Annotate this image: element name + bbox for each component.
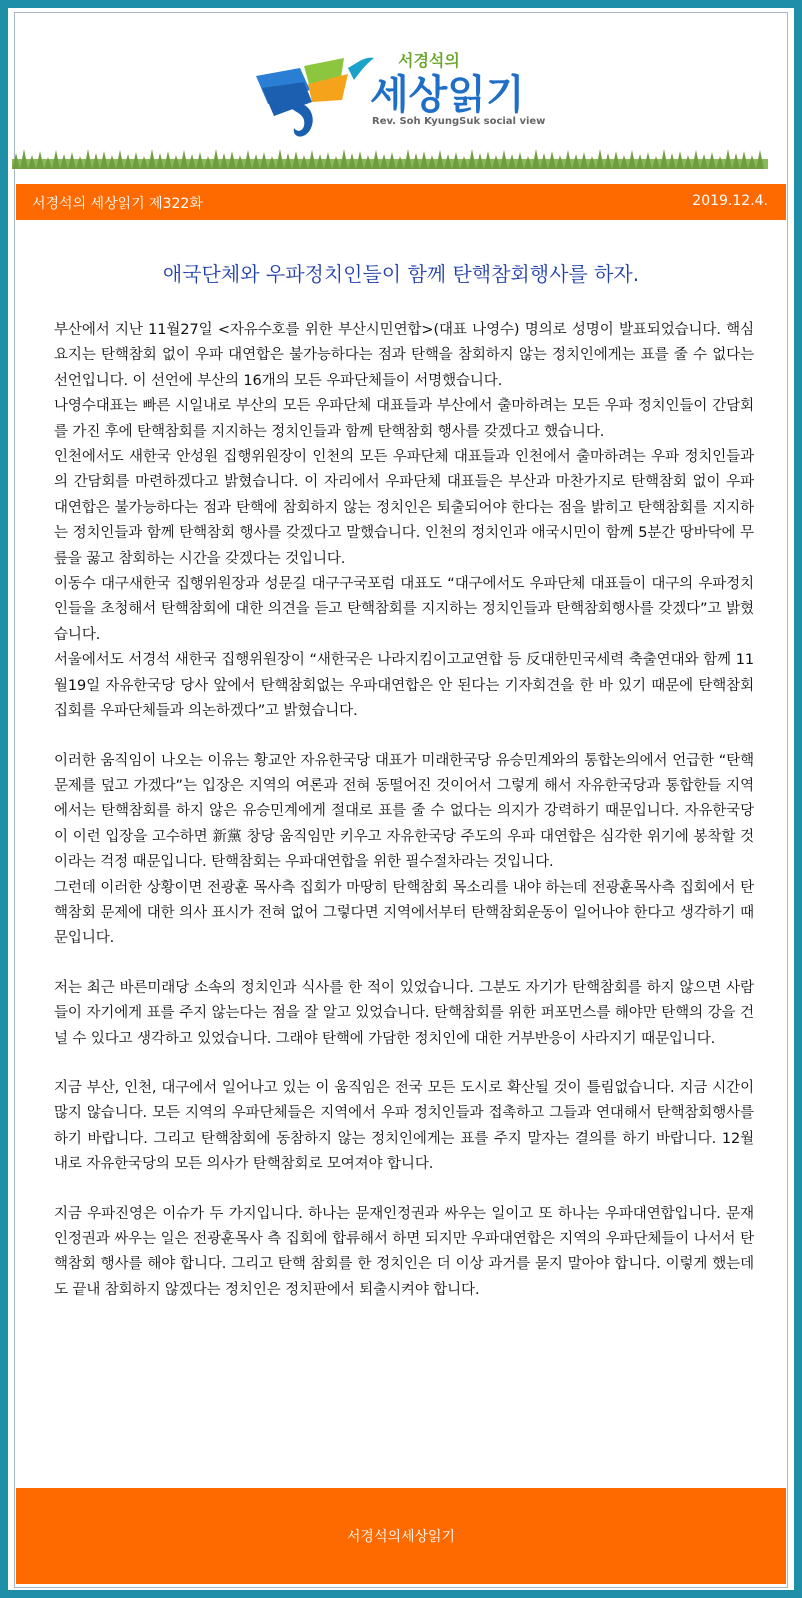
paragraph: 그런데 이러한 상황이면 전광훈 목사측 집회가 마땅히 탄핵참회 목소리를 내야 하는데 전광훈목사측 집회에서 탄핵참회 문제에 대한 의사 표시가 전혀 없어 그렇다면 지역에서부터 탄핵참회운동이 일어나야 한다고 생각하기 때문입니다. xyxy=(54,879,754,947)
paragraph: 지금 우파진영은 이슈가 두 가지입니다. 하나는 문재인정권과 싸우는 일이고 또 하나는 우파대연합입니다. 문재인정권과 싸우는 일은 전광훈목사 측 집회에 합류해서 하면 되지만 우파대연합은 지역의 우파단체들이 나서서 탄핵참회 행사를 해야 합니다. 그리고 탄핵 참회를 한 정치인은 더 이상 과거를 묻지 말아야 합니다. 이렇게 했는데도 끝내 참회하지 않겠다는 정치인은 정치판에서 퇴출시켜야 합니다. xyxy=(54,1205,754,1298)
paragraph: 인천에서도 새한국 안성원 집행위원장이 인천의 모든 우파단체 대표들과 인천에서 출마하려는 우파 정치인들과의 간담회를 마련하겠다고 밝혔습니다. 이 자리에서 우파단체 대표들은 부산과 마찬가지로 탄핵참회 없이 우파 대연합은 불가능하다는 점과 탄핵에 참회하지 않는 정치인은 퇴출되어야 한다는 점을 밝히고 탄핵참회를 지지하는 정치인들과 함께 탄핵참회 행사를 갖겠다고 말했습니다. 인천의 정치인과 애국시민이 함께 5분간 땅바닥에 무릎을 꿇고 참회하는 시간을 갖겠다는 것입니다. xyxy=(54,449,754,567)
book-icon xyxy=(256,58,374,137)
logo-title-small: 서경석의 xyxy=(398,51,460,70)
logo-title-big: 세상읽기 xyxy=(370,72,525,118)
footer-label: 서경석의세상읽기 xyxy=(346,1529,456,1545)
article-body xyxy=(54,318,754,1303)
logo-subtitle: Rev. Soh KyungSuk social view xyxy=(372,116,546,127)
paragraph: 나영수대표는 빠른 시일내로 부산의 모든 우파단체 대표들과 부산에서 출마하려는 모든 우파 정치인들이 간담회를 가진 후에 탄핵참회를 지지하는 정치인들과 함께 탄핵참회 행사를 갖겠다고 했습니다. xyxy=(54,398,754,440)
paragraph: 이동수 대구새한국 집행위원장과 성문길 대구구국포럼 대표도 “대구에서도 우파단체 대표들이 대구의 우파정치인들을 초청해서 탄핵참회에 대한 의견을 듣고 탄핵참회를 지지하는 정치인들과 탄핵참회행사를 갖겠다”고 밝혔습니다. xyxy=(54,576,754,643)
grass-decoration xyxy=(12,147,768,169)
article-headline: 애국단체와 우파정치인들이 함께 탄핵참회행사를 하자. xyxy=(162,262,640,286)
paragraph: 부산에서 지난 11월27일 <자유수호를 위한 부산시민연합>(대표 나영수) 명의로 성명이 발표되었습니다. 핵심요지는 탄핵참회 없이 우파 대연합은 불가능하다는 점과 탄핵을 참회하지 않는 정치인에게는 표를 줄 수 없다는 선언입니다. 이 선언에 부산의 16개의 모든 우파단체들이 서명했습니다. xyxy=(54,322,754,389)
info-bar xyxy=(16,184,786,220)
series-label: 서경석의 세상읽기 제322화 xyxy=(32,196,203,212)
paragraph: 지금 부산, 인천, 대구에서 일어나고 있는 이 움직임은 전국 모든 도시로 확산될 것이 틀림없습니다. 지금 시간이 많지 않습니다. 모든 지역의 우파단체들은 지역에서 우파 정치인들과 접촉하고 그들과 연대해서 탄핵참회행사를 하기 바랍니다. 그리고 탄핵참회에 동참하지 않는 정치인에게는 표를 주지 말자는 결의를 하기 바랍니다. 12월 내로 자유한국당의 모든 의사가 탄핵참회로 모여져야 합니다. xyxy=(54,1079,754,1173)
paragraph: 서울에서도 서경석 새한국 집행위원장이 “새한국은 나라지킴이고교연합 등 反대한민국세력 축출연대와 함께 11월19일 자유한국당 당사 앞에서 탄핵참회없는 우파대연합은 안 된다는 기자회견을 한 바 있기 때문에 탄핵참회 집회를 우파단체들과 의논하겠다”고 밝혔습니다. xyxy=(54,652,754,720)
logo xyxy=(248,38,568,146)
paragraph: 저는 최근 바른미래당 소속의 정치인과 식사를 한 적이 있었습니다. 그분도 자기가 탄핵참회를 하지 않으면 사람들이 자기에게 표를 주지 않는다는 점을 잘 알고 있었습니다. 탄핵참회를 위한 퍼포먼스를 해야만 탄핵의 강을 건널 수 있다고 생각하고 있었습니다. 그래야 탄핵에 가담한 정치인에 대한 거부반응이 사라지기 때문입니다. xyxy=(54,979,754,1047)
footer-bar xyxy=(16,1488,786,1584)
paragraph: 이러한 움직임이 나오는 이유는 황교안 자유한국당 대표가 미래한국당 유승민계와의 통합논의에서 언급한 “탄핵문제를 덮고 가겠다”는 입장은 지역의 여론과 전혀 동떨어진 것이어서 그렇게 해서 자유한국당과 통합한들 지역에서는 탄핵참회를 하지 않은 유승민계에게 절대로 표를 줄 수 없다는 의지가 강력하기 때문입니다. 자유한국당이 이런 입장을 고수하면 新黨 창당 움직임만 키우고 자유한국당 주도의 우파 대연합은 심각한 위기에 봉착할 것이라는 걱정 때문입니다. 탄핵참회는 우파대연합을 위한 필수절차라는 것입니다. xyxy=(54,752,754,871)
post-date: 2019.12.4. xyxy=(692,193,768,209)
